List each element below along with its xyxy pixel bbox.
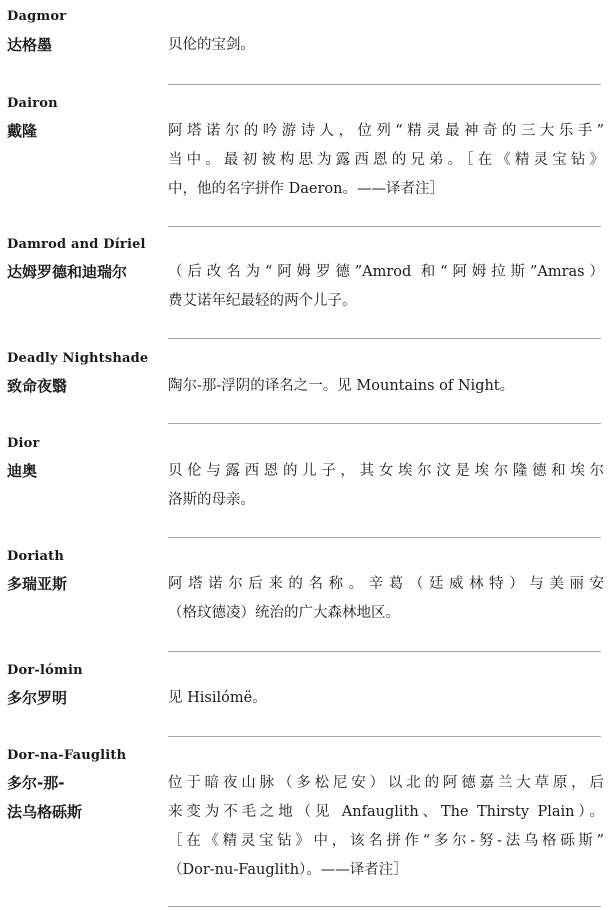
- definition-line: 见 Hisilómë。: [168, 690, 267, 706]
- definition-line: 阿塔诺尔后来的名称。辛葛（廷威林特）与美丽安: [168, 576, 604, 592]
- entry-divider: [168, 537, 601, 538]
- entry-divider: [168, 84, 601, 85]
- entry-term-chinese: 多尔罗明: [7, 689, 68, 707]
- definition-line: 费艾诺年纪最轻的两个儿子。: [168, 293, 357, 309]
- entry-definition: [168, 117, 604, 204]
- definition-line: 陶尔-那-浮阴的译名之一。见 Mountains of Night。: [168, 378, 515, 394]
- definition-line: 当中。最初被构思为露西恩的兄弟。［在《精灵宝钻》: [168, 152, 604, 168]
- entry-term-english: Dairon: [7, 96, 58, 111]
- entry-divider: [168, 906, 601, 907]
- entry-term-english: Dor-na-Fauglith: [7, 748, 127, 763]
- entry-divider: [168, 651, 601, 652]
- definition-line: 贝伦与露西恩的儿子，其女埃尔汶是埃尔隆德和埃尔: [168, 463, 604, 479]
- entry-definition: [168, 372, 604, 401]
- definition-line: 中，他的名字拼作 Daeron。——译者注］: [168, 181, 444, 197]
- entry-term-chinese: 多尔-那-: [7, 774, 65, 792]
- definition-line: （Dor-nu-Fauglith）。——译者注］: [168, 862, 408, 878]
- definition-line: 贝伦的宝剑。: [168, 37, 255, 53]
- definition-line: 洛斯的母亲。: [168, 492, 255, 508]
- definition-line: ［在《精灵宝钻》中，该名拼作“多尔-努-法乌格砾斯”: [168, 833, 604, 849]
- definition-line: （后改名为“阿姆罗德”Amrod 和“阿姆拉斯”Amras）: [168, 264, 604, 280]
- entry-divider: [168, 736, 601, 737]
- entry-term-english: Dior: [7, 436, 40, 451]
- entry-term-english: Dor-lómin: [7, 663, 83, 678]
- definition-line: 阿塔诺尔的吟游诗人，位列“精灵最神奇的三大乐手”: [168, 123, 604, 139]
- entry-term-english: Deadly Nightshade: [7, 351, 149, 366]
- entry-definition: [168, 457, 604, 515]
- definition-line: （格玟德凌）统治的广大森林地区。: [168, 605, 400, 621]
- entry-term-english: Doriath: [7, 549, 65, 564]
- entry-divider: [168, 226, 601, 227]
- entry-definition: [168, 570, 604, 628]
- entry-term-chinese: 达姆罗德和迪瑞尔: [7, 263, 128, 281]
- entry-term-chinese: 迪奥: [7, 462, 38, 480]
- entry-term-english: Dagmor: [7, 9, 67, 24]
- entry-divider: [168, 423, 601, 424]
- entry-divider: [168, 338, 601, 339]
- entry-term-chinese: 多瑞亚斯: [7, 575, 68, 593]
- entry-term-chinese-continued: 法乌格砾斯: [7, 803, 83, 821]
- definition-line: 位于暗夜山脉（多松尼安）以北的阿德嘉兰大草原，后: [168, 775, 604, 791]
- entry-definition: [168, 684, 604, 713]
- entry-definition: [168, 31, 604, 60]
- entry-term-chinese: 致命夜翳: [7, 377, 68, 395]
- entry-definition: [168, 769, 604, 885]
- definition-line: 来变为不毛之地（见 Anfauglith、The Thirsty Plain）。: [168, 804, 604, 820]
- entry-term-chinese: 达格墨: [7, 36, 53, 54]
- entry-definition: [168, 258, 604, 316]
- entry-term-english: Damrod and Díriel: [7, 237, 146, 252]
- entry-term-chinese: 戴隆: [7, 122, 38, 140]
